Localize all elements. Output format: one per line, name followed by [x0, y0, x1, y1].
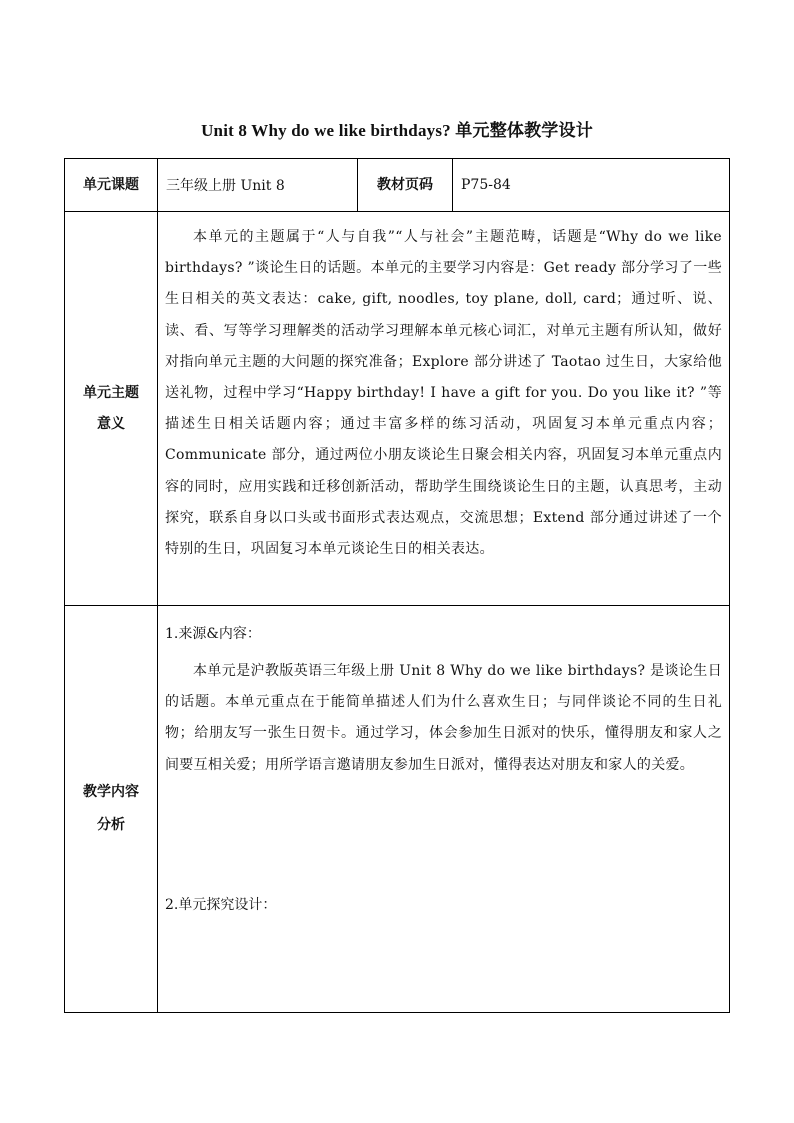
source-content-heading: 1.来源&内容： — [165, 626, 261, 642]
unit-significance-row — [65, 212, 730, 606]
unit-significance-label-line2: 意义 — [97, 415, 125, 432]
content-analysis-label-line1: 教学内容 — [83, 784, 139, 800]
content-analysis-content — [158, 606, 730, 1013]
unit-significance-label-line1: 单元主题 — [83, 384, 139, 401]
textbook-pages-value: P75-84 — [453, 159, 730, 212]
textbook-pages-label: 教材页码 — [358, 159, 453, 212]
unit-significance-label — [65, 212, 158, 606]
content-analysis-label-line2: 分析 — [97, 817, 125, 833]
source-content-paragraph: 本单元是沪教版英语三年级上册 Unit 8 Why do we like birthdays? 是谈论生日的话题。本单元重点在于能简单描述人们为什么喜欢生日；与同伴谈论不同的生日礼物；给朋友写一张生日贺卡。通过学习，体会参加生日派对的快乐，懂得朋友和家人之间要互相关爱；用所学语言邀请朋友参加生日派对，懂得表达对朋友和家人的关爱。 — [165, 663, 722, 773]
unit-topic-value: 三年级上册 Unit 8 — [158, 159, 358, 212]
unit-plan-table — [64, 158, 730, 1013]
unit-topic-row — [65, 159, 730, 212]
unit-significance-paragraph: 本单元的主题属于“人与自我”“人与社会”主题范畴，话题是“Why do we like birthdays? ”谈论生日的话题。本单元的主要学习内容是：Get ready 部分学习了一些生日相关的英文表达：cake, gift, noodles, toy plane, doll, card；通过听、说、读、看、写等学习理解类的活动学习理解本单元核心词汇，对单元主题有所认知，做好对指向单元主题的大问题的探究准备；Explore 部分讲述了 Taotao 过生日，大家给他送礼物，过程中学习“Happy birthday! I have a gift for you. Do you like it? ”等描述生日相关话题内容；通过丰富多样的练习活动，巩固复习本单元重点内容；Communicate 部分，通过两位小朋友谈论生日聚会相关内容，巩固复习本单元重点内容的同时，应用实践和迁移创新活动，帮助学生围绕谈论生日的主题，认真思考，主动探究，联系自身以口头或书面形式表达观点，交流思想；Extend 部分通过讲述了一个特别的生日，巩固复习本单元谈论生日的相关表达。 — [165, 229, 722, 558]
inquiry-design-heading: 2.单元探究设计： — [165, 896, 277, 913]
document-title: Unit 8 Why do we like birthdays? 单元整体教学设计 — [201, 121, 593, 140]
unit-topic-label: 单元课题 — [65, 159, 158, 212]
unit-significance-content — [158, 212, 730, 606]
content-analysis-label — [65, 606, 158, 1013]
content-analysis-row — [65, 606, 730, 1013]
